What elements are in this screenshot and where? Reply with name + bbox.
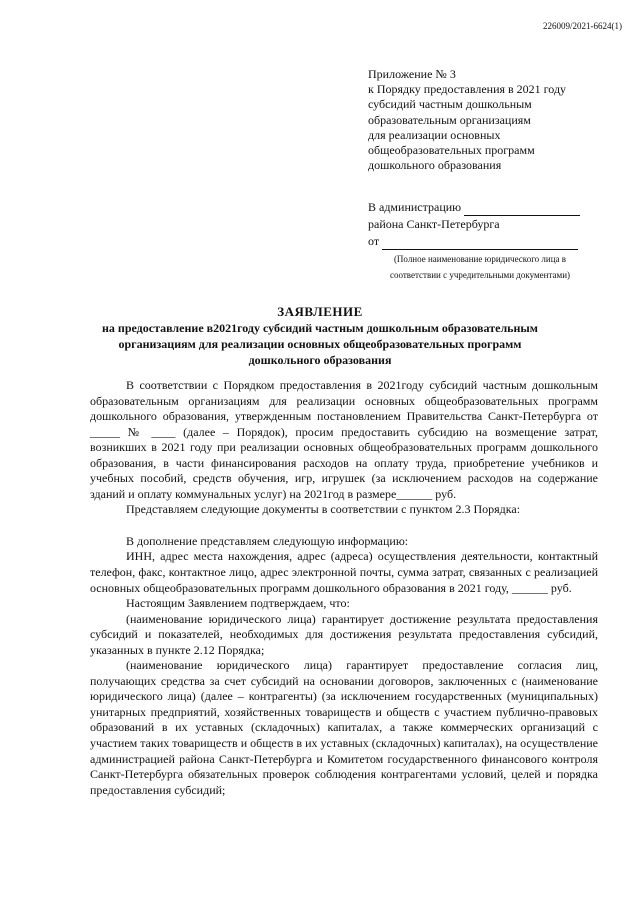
statement-title bbox=[90, 304, 550, 368]
paragraph-requisites: ИНН, адрес места нахождения, адрес (адреса) осуществления деятельности, контактный телефон, факс, контактное лицо, адрес электронной почты, сумма затрат, связанных с реализацией основных общеобразовательных программ дошкольного образования в 2021 году, ______ руб. bbox=[90, 549, 598, 595]
paragraph-guarantee-consent: (наименование юридического лица) гарантирует предоставление согласия лиц, получающих средства за счет субсидий на основании договоров, заключенных с (наименование юридического лица) (далее – контрагенты) (за исключением государственных (муниципальных) унитарных предприятий, хозяйственных товариществ и обществ с участием публично-правовых образований в их уставных (складочных) капиталах, а также коммерческих организаций с участием таких товариществ и обществ в их уставных (складочных) капиталах), на осуществление администрацией района Санкт-Петербурга и Комитетом государственного финансового контроля Санкт-Петербурга обязательных проверок соблюдения контрагентами условий, целей и порядка предоставления субсидий; bbox=[90, 658, 598, 797]
applicant-blank-field[interactable] bbox=[382, 238, 578, 250]
appendix-line: для реализации основных bbox=[368, 127, 501, 142]
appendix-line: общеобразовательных программ bbox=[368, 143, 535, 158]
title-line: организациям для реализации основных общеобразовательных программ bbox=[118, 337, 522, 351]
appendix-line: Приложение № 3 bbox=[368, 67, 456, 81]
statement-body bbox=[90, 378, 598, 798]
appendix-line: образовательным организациям bbox=[368, 112, 531, 127]
addressee-district-row bbox=[368, 216, 618, 233]
district-label: района Санкт-Петербурга bbox=[368, 217, 500, 231]
addressee-block bbox=[368, 199, 618, 283]
from-label: от bbox=[368, 234, 380, 248]
addressee-label: В администрацию bbox=[368, 200, 462, 214]
applicant-name-hint: (Полное наименование юридического лица в соответствии с учредительными документами) bbox=[389, 254, 571, 280]
title-main: ЗАЯВЛЕНИЕ bbox=[277, 304, 363, 319]
title-line: на предоставление в2021году субсидий частным дошкольным образовательным bbox=[102, 321, 538, 335]
paragraph-documents: Представляем следующие документы в соответствии с пунктом 2.3 Порядка: bbox=[126, 502, 521, 517]
administration-blank-field[interactable] bbox=[464, 204, 580, 216]
document-number: 226009/2021-6624(1) bbox=[543, 21, 622, 31]
paragraph-request: В соответствии с Порядком предоставления в 2021году субсидий частным дошкольным образовательным организациям для реализации основных общеобразовательных программ дошкольного образования, утвержденным постановлением Правительства Санкт-Петербурга от _____ № ____ (далее – Порядок), просим предоставить субсидию на возмещение затрат, возникших в 2021 году при реализации основных общеобразовательных программ дошкольного образования, в части финансирования расходов на оплату труда, приобретение учебников и учебных пособий, средств обучения, игр, игрушек (за исключением расходов на содержание зданий и оплату коммунальных услуг) на 2021год в размере______ руб. bbox=[90, 378, 598, 501]
appendix-line: к Порядку предоставления в 2021 году bbox=[368, 82, 567, 97]
appendix-line: дошкольного образования bbox=[368, 158, 502, 173]
paragraph-confirmation: Настоящим Заявлением подтверждаем, что: bbox=[126, 596, 350, 611]
appendix-line: субсидий частным дошкольным bbox=[368, 97, 532, 112]
paragraph-guarantee-result: (наименование юридического лица) гарантирует достижение результата предоставления субсидий и показателей, необходимых для достижения результата предоставления субсидий, указанных в пункте 2.12 Порядка; bbox=[90, 611, 598, 657]
blank-space bbox=[90, 518, 598, 534]
addressee-administration-row bbox=[368, 199, 618, 216]
addressee-from-row bbox=[368, 233, 618, 250]
title-line: дошкольного образования bbox=[248, 353, 392, 367]
paragraph-additional-info: В дополнение представляем следующую информацию: bbox=[126, 533, 409, 548]
appendix-block bbox=[368, 67, 608, 173]
